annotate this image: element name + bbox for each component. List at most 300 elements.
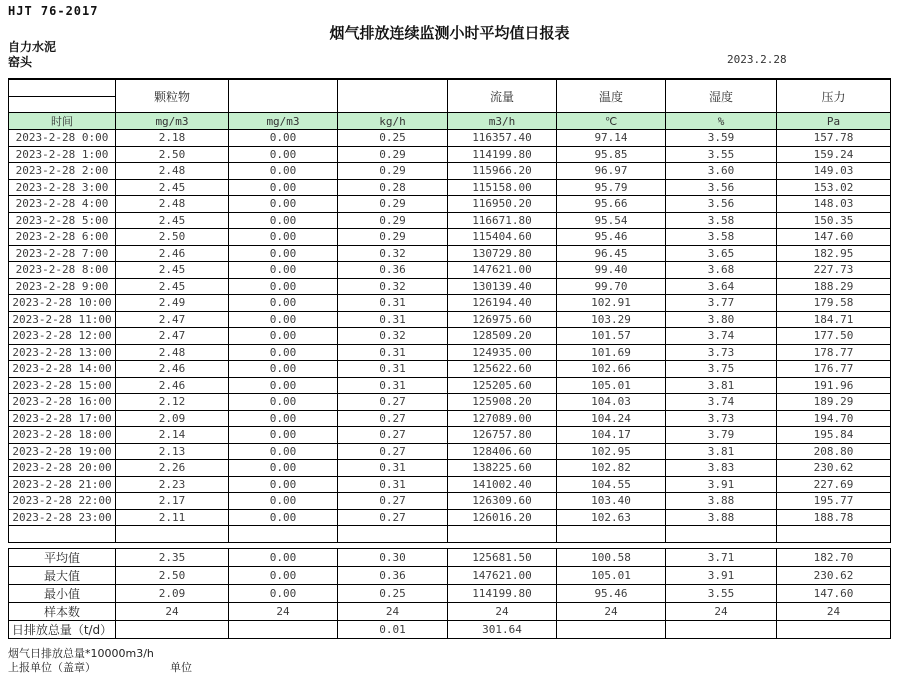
table-row: [9, 311, 891, 328]
value-cell: 147.60: [777, 229, 891, 246]
value-cell: 3.74: [666, 394, 777, 411]
value-cell: 104.17: [557, 427, 666, 444]
summary-label-cell: 平均值: [9, 548, 116, 566]
value-cell: 102.66: [557, 361, 666, 378]
value-cell: 101.69: [557, 344, 666, 361]
unit-celsius: ℃: [557, 113, 666, 130]
value-cell: 0.00: [229, 427, 338, 444]
value-cell: 0.32: [338, 328, 448, 345]
summary-rows: [9, 548, 891, 638]
value-cell: 0.29: [338, 163, 448, 180]
time-cell: 2023-2-28 5:00: [9, 212, 116, 229]
value-cell: 176.77: [777, 361, 891, 378]
time-cell: 2023-2-28 16:00: [9, 394, 116, 411]
unit-label: 单位: [170, 661, 192, 674]
value-cell: 147621.00: [448, 262, 557, 279]
value-cell: 191.96: [777, 377, 891, 394]
unit-pa: Pa: [777, 113, 891, 130]
summary-value-cell: 0.25: [338, 584, 448, 602]
value-cell: 195.84: [777, 427, 891, 444]
value-cell: 126016.20: [448, 509, 557, 526]
value-cell: 188.29: [777, 278, 891, 295]
value-cell: 0.00: [229, 476, 338, 493]
value-cell: 3.56: [666, 179, 777, 196]
value-cell: 0.27: [338, 394, 448, 411]
table-row: [9, 460, 891, 477]
unit-percent: %: [666, 113, 777, 130]
report-table-area: [8, 78, 890, 639]
time-cell: 2023-2-28 23:00: [9, 509, 116, 526]
value-cell: 2.50: [116, 229, 229, 246]
value-cell: 95.79: [557, 179, 666, 196]
empty-cell: [338, 526, 448, 543]
summary-value-cell: 182.70: [777, 548, 891, 566]
value-cell: 0.00: [229, 196, 338, 213]
value-cell: 153.02: [777, 179, 891, 196]
value-cell: 0.36: [338, 262, 448, 279]
value-cell: 95.85: [557, 146, 666, 163]
time-cell: 2023-2-28 9:00: [9, 278, 116, 295]
value-cell: 103.29: [557, 311, 666, 328]
time-cell: 2023-2-28 12:00: [9, 328, 116, 345]
value-cell: 3.56: [666, 196, 777, 213]
value-cell: 0.00: [229, 212, 338, 229]
value-cell: 184.71: [777, 311, 891, 328]
value-cell: 230.62: [777, 460, 891, 477]
summary-value-cell: 0.30: [338, 548, 448, 566]
value-cell: 0.00: [229, 163, 338, 180]
value-cell: 116671.80: [448, 212, 557, 229]
header-blank-2: [229, 79, 338, 113]
table-row: [9, 295, 891, 312]
table-row: [9, 476, 891, 493]
value-cell: 0.31: [338, 460, 448, 477]
summary-value-cell: 24: [229, 602, 338, 620]
value-cell: 99.70: [557, 278, 666, 295]
summary-value-cell: 0.36: [338, 566, 448, 584]
value-cell: 227.69: [777, 476, 891, 493]
value-cell: 128406.60: [448, 443, 557, 460]
value-cell: 128509.20: [448, 328, 557, 345]
table-row: [9, 229, 891, 246]
table-row: [9, 361, 891, 378]
time-cell: 2023-2-28 15:00: [9, 377, 116, 394]
value-cell: 103.40: [557, 493, 666, 510]
value-cell: 2.46: [116, 377, 229, 394]
value-cell: 0.00: [229, 146, 338, 163]
time-cell: 2023-2-28 1:00: [9, 146, 116, 163]
value-cell: 3.83: [666, 460, 777, 477]
time-column-header: 时间: [9, 113, 116, 130]
value-cell: 0.00: [229, 344, 338, 361]
summary-value-cell: 95.46: [557, 584, 666, 602]
time-cell: 2023-2-28 11:00: [9, 311, 116, 328]
summary-table: [8, 548, 891, 639]
value-cell: 0.29: [338, 196, 448, 213]
time-cell: 2023-2-28 6:00: [9, 229, 116, 246]
value-cell: 115404.60: [448, 229, 557, 246]
table-row: [9, 163, 891, 180]
value-cell: 0.25: [338, 130, 448, 147]
value-cell: 3.58: [666, 212, 777, 229]
summary-value-cell: 2.35: [116, 548, 229, 566]
summary-value-cell: 125681.50: [448, 548, 557, 566]
value-cell: 0.00: [229, 460, 338, 477]
value-cell: 3.68: [666, 262, 777, 279]
summary-value-cell: 24: [448, 602, 557, 620]
empty-cell: [777, 526, 891, 543]
value-cell: 95.66: [557, 196, 666, 213]
value-cell: 3.55: [666, 146, 777, 163]
value-cell: 0.00: [229, 493, 338, 510]
value-cell: 99.40: [557, 262, 666, 279]
value-cell: 104.55: [557, 476, 666, 493]
value-cell: 195.77: [777, 493, 891, 510]
time-cell: 2023-2-28 3:00: [9, 179, 116, 196]
value-cell: 2.09: [116, 410, 229, 427]
table-row: [9, 130, 891, 147]
table-row: [9, 179, 891, 196]
summary-value-cell: 147.60: [777, 584, 891, 602]
value-cell: 2.18: [116, 130, 229, 147]
unit-header-row: [9, 113, 891, 130]
value-cell: 2.12: [116, 394, 229, 411]
summary-row: [9, 548, 891, 566]
value-cell: 178.77: [777, 344, 891, 361]
summary-value-cell: 0.00: [229, 548, 338, 566]
table-row: [9, 377, 891, 394]
value-cell: 0.00: [229, 245, 338, 262]
value-cell: 102.95: [557, 443, 666, 460]
summary-value-cell: 0.00: [229, 566, 338, 584]
value-cell: 125622.60: [448, 361, 557, 378]
parameter-header-row: [9, 79, 891, 96]
time-cell: 2023-2-28 0:00: [9, 130, 116, 147]
value-cell: 3.81: [666, 443, 777, 460]
summary-value-cell: 24: [666, 602, 777, 620]
value-cell: 116950.20: [448, 196, 557, 213]
value-cell: 116357.40: [448, 130, 557, 147]
summary-value-cell: 3.91: [666, 566, 777, 584]
value-cell: 2.47: [116, 328, 229, 345]
value-cell: 0.31: [338, 311, 448, 328]
value-cell: 0.00: [229, 361, 338, 378]
summary-value-cell: [557, 620, 666, 638]
summary-value-cell: 0.00: [229, 584, 338, 602]
value-cell: 114199.80: [448, 146, 557, 163]
value-cell: 2.23: [116, 476, 229, 493]
empty-cell: [116, 526, 229, 543]
empty-cell: [9, 526, 116, 543]
header-temperature: 温度: [557, 79, 666, 113]
value-cell: 0.00: [229, 311, 338, 328]
value-cell: 3.91: [666, 476, 777, 493]
value-cell: 2.26: [116, 460, 229, 477]
value-cell: 104.24: [557, 410, 666, 427]
value-cell: 0.31: [338, 344, 448, 361]
value-cell: 0.27: [338, 427, 448, 444]
value-cell: 227.73: [777, 262, 891, 279]
company-name: 自力水泥: [8, 40, 57, 54]
summary-label-cell: 样本数: [9, 602, 116, 620]
value-cell: 2.45: [116, 179, 229, 196]
summary-value-cell: [229, 620, 338, 638]
value-cell: 96.97: [557, 163, 666, 180]
summary-row: [9, 620, 891, 638]
page-title: 烟气排放连续监测小时平均值日报表: [329, 24, 570, 42]
value-cell: 2.45: [116, 262, 229, 279]
table-row: [9, 245, 891, 262]
time-cell: 2023-2-28 10:00: [9, 295, 116, 312]
value-cell: 125908.20: [448, 394, 557, 411]
summary-label-cell: 最大值: [9, 566, 116, 584]
value-cell: 130729.80: [448, 245, 557, 262]
table-row: [9, 328, 891, 345]
table-row: [9, 262, 891, 279]
value-cell: 3.73: [666, 344, 777, 361]
value-cell: 3.59: [666, 130, 777, 147]
value-cell: 0.29: [338, 229, 448, 246]
value-cell: 138225.60: [448, 460, 557, 477]
value-cell: 0.00: [229, 509, 338, 526]
value-cell: 0.31: [338, 377, 448, 394]
value-cell: 2.13: [116, 443, 229, 460]
summary-value-cell: [666, 620, 777, 638]
summary-value-cell: [777, 620, 891, 638]
time-cell: 2023-2-28 2:00: [9, 163, 116, 180]
value-cell: 0.00: [229, 130, 338, 147]
spacer-row: [9, 526, 891, 543]
value-cell: 126757.80: [448, 427, 557, 444]
value-cell: 2.46: [116, 361, 229, 378]
summary-row: [9, 602, 891, 620]
value-cell: 125205.60: [448, 377, 557, 394]
report-date: 2023.2.28: [727, 53, 787, 66]
value-cell: 208.80: [777, 443, 891, 460]
value-cell: 182.95: [777, 245, 891, 262]
value-cell: 0.00: [229, 295, 338, 312]
monitor-location: 窑头: [8, 55, 33, 69]
value-cell: 0.00: [229, 328, 338, 345]
value-cell: 3.80: [666, 311, 777, 328]
value-cell: 0.32: [338, 245, 448, 262]
summary-value-cell: 2.50: [116, 566, 229, 584]
table-row: [9, 212, 891, 229]
value-cell: 189.29: [777, 394, 891, 411]
time-cell: 2023-2-28 18:00: [9, 427, 116, 444]
reporting-unit-label: 上报单位（盖章）: [8, 661, 96, 674]
unit-mgm3-1: mg/m3: [116, 113, 229, 130]
unit-kgh: kg/h: [338, 113, 448, 130]
value-cell: 0.00: [229, 410, 338, 427]
value-cell: 124935.00: [448, 344, 557, 361]
value-cell: 3.88: [666, 509, 777, 526]
value-cell: 115966.20: [448, 163, 557, 180]
table-row: [9, 344, 891, 361]
time-cell: 2023-2-28 21:00: [9, 476, 116, 493]
value-cell: 2.50: [116, 146, 229, 163]
summary-value-cell: 0.01: [338, 620, 448, 638]
value-cell: 2.14: [116, 427, 229, 444]
value-cell: 0.31: [338, 295, 448, 312]
empty-cell: [557, 526, 666, 543]
value-cell: 3.88: [666, 493, 777, 510]
summary-value-cell: 114199.80: [448, 584, 557, 602]
summary-value-cell: 3.55: [666, 584, 777, 602]
value-cell: 0.27: [338, 509, 448, 526]
summary-value-cell: 301.64: [448, 620, 557, 638]
value-cell: 0.00: [229, 262, 338, 279]
value-cell: 102.91: [557, 295, 666, 312]
summary-value-cell: 24: [557, 602, 666, 620]
standard-code: HJT 76-2017: [8, 4, 99, 18]
value-cell: 0.29: [338, 212, 448, 229]
table-row: [9, 146, 891, 163]
value-cell: 102.63: [557, 509, 666, 526]
value-cell: 0.27: [338, 410, 448, 427]
table-row: [9, 493, 891, 510]
value-cell: 97.14: [557, 130, 666, 147]
value-cell: 149.03: [777, 163, 891, 180]
value-cell: 126309.60: [448, 493, 557, 510]
value-cell: 2.47: [116, 311, 229, 328]
value-cell: 2.45: [116, 212, 229, 229]
summary-value-cell: 100.58: [557, 548, 666, 566]
summary-value-cell: 2.09: [116, 584, 229, 602]
unit-mgm3-2: mg/m3: [229, 113, 338, 130]
time-cell: 2023-2-28 13:00: [9, 344, 116, 361]
summary-value-cell: 24: [116, 602, 229, 620]
value-cell: 105.01: [557, 377, 666, 394]
value-cell: 2.17: [116, 493, 229, 510]
data-rows: [9, 130, 891, 543]
value-cell: 3.75: [666, 361, 777, 378]
value-cell: 150.35: [777, 212, 891, 229]
value-cell: 3.65: [666, 245, 777, 262]
value-cell: 3.79: [666, 427, 777, 444]
value-cell: 0.00: [229, 394, 338, 411]
time-cell: 2023-2-28 8:00: [9, 262, 116, 279]
empty-cell: [448, 526, 557, 543]
summary-value-cell: [116, 620, 229, 638]
empty-cell: [229, 526, 338, 543]
header-blank-bottom-cell: [9, 96, 116, 113]
value-cell: 96.45: [557, 245, 666, 262]
summary-row: [9, 566, 891, 584]
value-cell: 194.70: [777, 410, 891, 427]
value-cell: 0.28: [338, 179, 448, 196]
summary-row: [9, 584, 891, 602]
value-cell: 3.60: [666, 163, 777, 180]
value-cell: 179.58: [777, 295, 891, 312]
value-cell: 126194.40: [448, 295, 557, 312]
header-pressure: 压力: [777, 79, 891, 113]
value-cell: 0.00: [229, 179, 338, 196]
value-cell: 2.46: [116, 245, 229, 262]
time-cell: 2023-2-28 20:00: [9, 460, 116, 477]
time-cell: 2023-2-28 14:00: [9, 361, 116, 378]
summary-value-cell: 147621.00: [448, 566, 557, 584]
value-cell: 101.57: [557, 328, 666, 345]
time-cell: 2023-2-28 22:00: [9, 493, 116, 510]
value-cell: 2.48: [116, 163, 229, 180]
value-cell: 0.00: [229, 377, 338, 394]
value-cell: 141002.40: [448, 476, 557, 493]
value-cell: 3.77: [666, 295, 777, 312]
value-cell: 104.03: [557, 394, 666, 411]
value-cell: 159.24: [777, 146, 891, 163]
value-cell: 0.27: [338, 443, 448, 460]
value-cell: 2.11: [116, 509, 229, 526]
header-particulate: 颗粒物: [116, 79, 229, 113]
value-cell: 3.73: [666, 410, 777, 427]
value-cell: 126975.60: [448, 311, 557, 328]
value-cell: 177.50: [777, 328, 891, 345]
header-humidity: 湿度: [666, 79, 777, 113]
summary-value-cell: 24: [338, 602, 448, 620]
summary-label-cell: 最小值: [9, 584, 116, 602]
value-cell: 2.49: [116, 295, 229, 312]
value-cell: 2.48: [116, 196, 229, 213]
value-cell: 3.81: [666, 377, 777, 394]
value-cell: 0.00: [229, 278, 338, 295]
value-cell: 148.03: [777, 196, 891, 213]
header-blank-3: [338, 79, 448, 113]
time-cell: 2023-2-28 19:00: [9, 443, 116, 460]
time-cell: 2023-2-28 4:00: [9, 196, 116, 213]
value-cell: 95.54: [557, 212, 666, 229]
header-flow: 流量: [448, 79, 557, 113]
value-cell: 2.45: [116, 278, 229, 295]
value-cell: 115158.00: [448, 179, 557, 196]
table-row: [9, 394, 891, 411]
table-row: [9, 509, 891, 526]
value-cell: 188.78: [777, 509, 891, 526]
table-row: [9, 443, 891, 460]
value-cell: 0.29: [338, 146, 448, 163]
value-cell: 3.58: [666, 229, 777, 246]
value-cell: 3.64: [666, 278, 777, 295]
summary-value-cell: 24: [777, 602, 891, 620]
value-cell: 127089.00: [448, 410, 557, 427]
value-cell: 3.74: [666, 328, 777, 345]
value-cell: 157.78: [777, 130, 891, 147]
value-cell: 0.32: [338, 278, 448, 295]
empty-cell: [666, 526, 777, 543]
table-row: [9, 278, 891, 295]
value-cell: 0.31: [338, 476, 448, 493]
time-cell: 2023-2-28 7:00: [9, 245, 116, 262]
value-cell: 95.46: [557, 229, 666, 246]
summary-value-cell: 3.71: [666, 548, 777, 566]
value-cell: 130139.40: [448, 278, 557, 295]
value-cell: 2.48: [116, 344, 229, 361]
table-row: [9, 196, 891, 213]
hourly-data-table: [8, 78, 891, 543]
summary-value-cell: 105.01: [557, 566, 666, 584]
value-cell: 102.82: [557, 460, 666, 477]
header-blank-top-cell: [9, 79, 116, 96]
value-cell: 0.00: [229, 443, 338, 460]
table-row: [9, 427, 891, 444]
summary-label-cell: 日排放总量（t/d）: [9, 620, 116, 638]
unit-m3h: m3/h: [448, 113, 557, 130]
table-row: [9, 410, 891, 427]
value-cell: 0.31: [338, 361, 448, 378]
summary-value-cell: 230.62: [777, 566, 891, 584]
total-emission-note: 烟气日排放总量*10000m3/h: [8, 647, 154, 660]
value-cell: 0.00: [229, 229, 338, 246]
